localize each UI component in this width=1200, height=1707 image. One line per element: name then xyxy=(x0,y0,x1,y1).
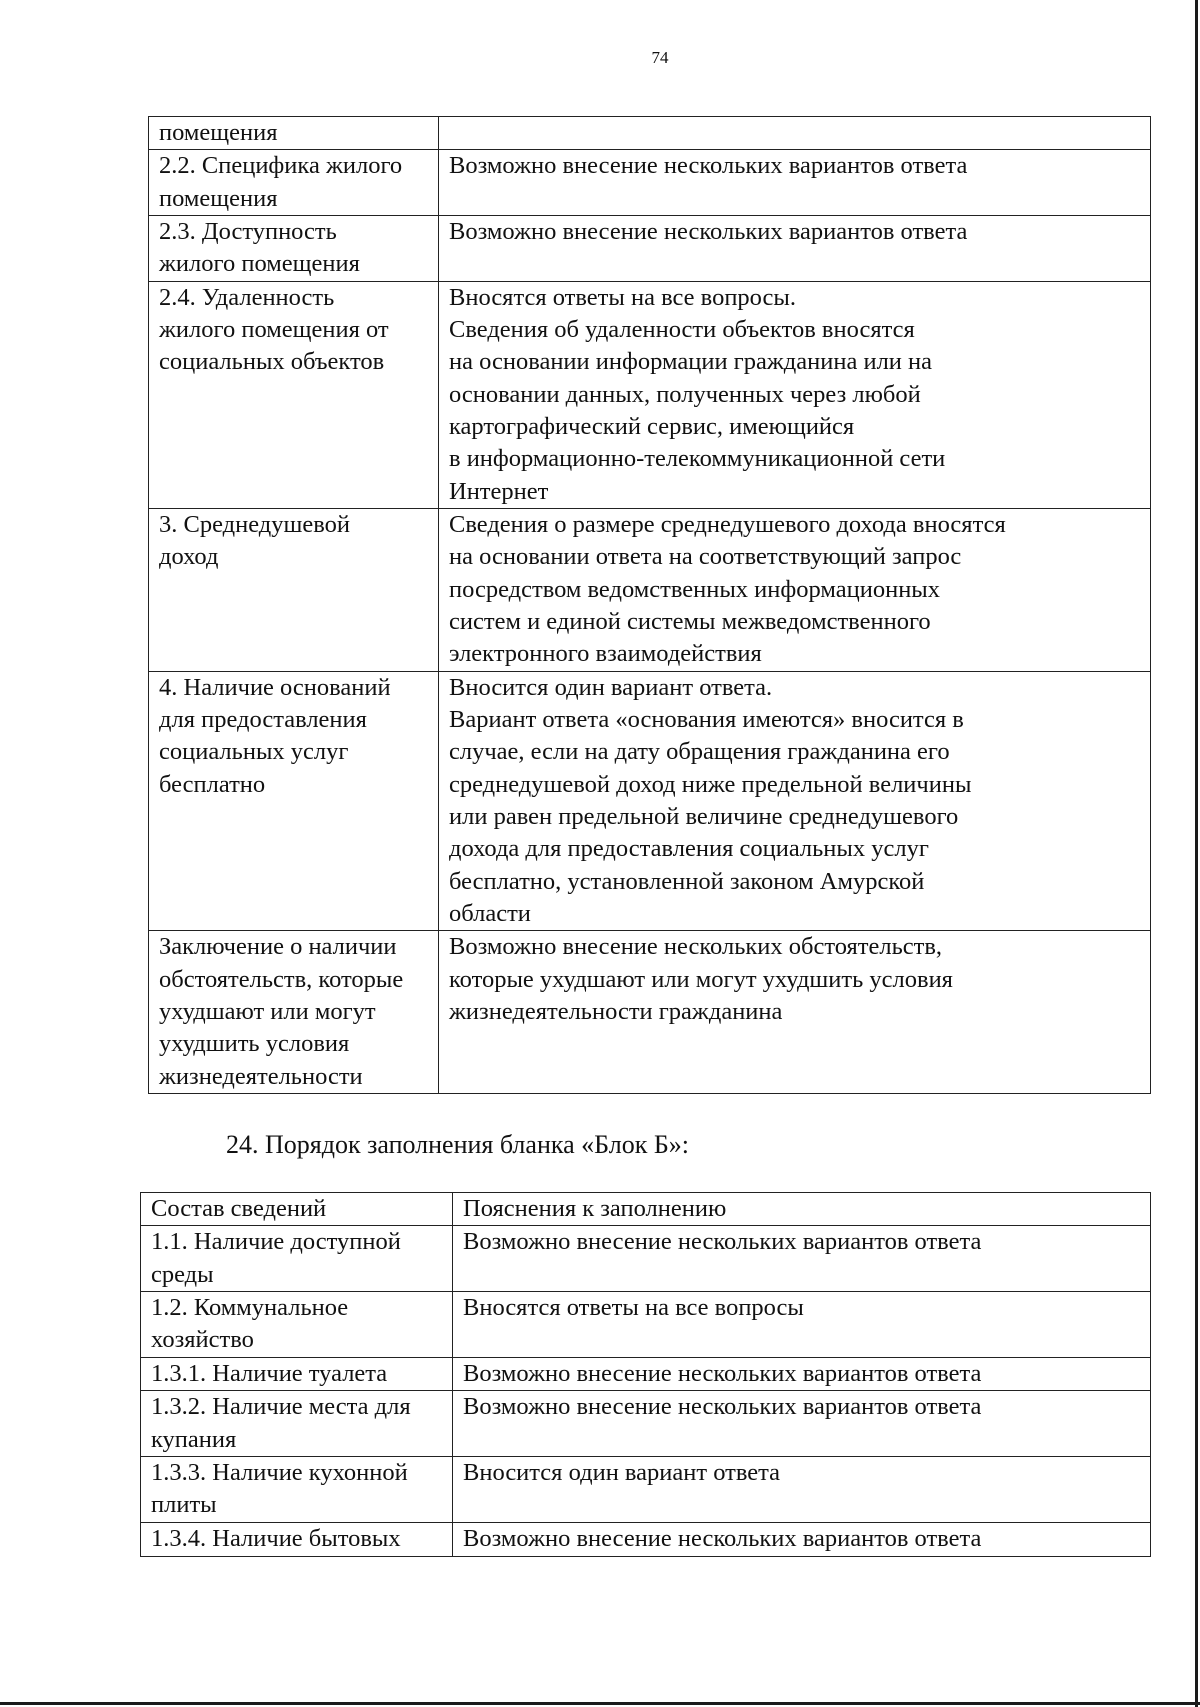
row-label-cell xyxy=(141,1456,453,1522)
table-row xyxy=(149,117,1151,150)
cell-line: для предоставления xyxy=(159,705,367,733)
row-explanation-cell xyxy=(439,150,1151,216)
row-label-cell xyxy=(149,508,439,671)
cell-line: обстоятельств, которые xyxy=(159,965,404,993)
row-label-cell xyxy=(149,215,439,281)
cell-line: Возможно внесение нескольких обстоятельств, xyxy=(449,933,943,961)
cell-line: на основании информации гражданина или на xyxy=(449,348,933,376)
table-header-row xyxy=(141,1193,1151,1226)
row-label-cell xyxy=(141,1522,453,1556)
row-label-cell xyxy=(149,281,439,508)
cell-line: Заключение о наличии xyxy=(159,933,397,961)
cell-line: которые ухудшают или могут ухудшить условия xyxy=(449,965,953,993)
cell-line: Вносятся ответы на все вопросы xyxy=(463,1293,804,1321)
cell-line: жизнедеятельности xyxy=(159,1062,363,1090)
row-explanation-cell xyxy=(453,1357,1151,1390)
table-row xyxy=(141,1357,1151,1390)
cell-line: социальных услуг xyxy=(159,738,349,766)
cell-line: ухудшить условия xyxy=(159,1030,350,1058)
row-explanation-cell xyxy=(453,1456,1151,1522)
cell-line: 4. Наличие оснований xyxy=(159,673,391,701)
table1-body xyxy=(149,117,1151,1094)
cell-line: Возможно внесение нескольких вариантов ответа xyxy=(449,217,968,245)
row-label-cell xyxy=(141,1226,453,1292)
table-row xyxy=(141,1522,1151,1556)
row-label-cell xyxy=(149,671,439,931)
cell-line: Сведения о размере среднедушевого дохода вносятся xyxy=(449,510,1006,538)
cell-line: бесплатно, установленной законом Амурской xyxy=(449,867,925,895)
cell-line: Возможно внесение нескольких вариантов ответа xyxy=(463,1393,982,1421)
cell-line: Вариант ответа «основания имеются» вносится в xyxy=(449,705,964,733)
cell-line: жилого помещения xyxy=(159,250,360,278)
cell-line: 1.3.3. Наличие кухонной xyxy=(151,1458,408,1486)
page-number: 74 xyxy=(651,48,669,67)
table2-body xyxy=(141,1226,1151,1556)
block-b-table xyxy=(140,1192,1151,1557)
row-label-cell xyxy=(141,1357,453,1390)
cell-line: 2.3. Доступность xyxy=(159,217,337,245)
header-explanations: Пояснения к заполнению xyxy=(453,1193,1151,1226)
table-row xyxy=(149,281,1151,508)
cell-line: Возможно внесение нескольких вариантов ответа xyxy=(449,152,968,180)
row-explanation-cell xyxy=(439,215,1151,281)
cell-line: картографический сервис, имеющийся xyxy=(449,412,855,440)
table-row xyxy=(141,1226,1151,1292)
table-row xyxy=(149,508,1151,671)
table-row xyxy=(149,150,1151,216)
cell-line: электронного взаимодействия xyxy=(449,640,762,668)
cell-line: 1.3.4. Наличие бытовых xyxy=(151,1524,401,1552)
row-label-cell xyxy=(149,931,439,1094)
cell-line: 1.2. Коммунальное xyxy=(151,1293,349,1321)
cell-line: 2.4. Удаленность xyxy=(159,283,335,311)
cell-line: 2.2. Специфика жилого xyxy=(159,152,403,180)
cell-line: в информационно-телекоммуникационной сети xyxy=(449,445,946,473)
table-row xyxy=(141,1291,1151,1357)
row-explanation-cell xyxy=(453,1391,1151,1457)
row-explanation-cell xyxy=(439,281,1151,508)
table-row xyxy=(141,1391,1151,1457)
cell-line: помещения xyxy=(159,119,278,146)
cell-line: среды xyxy=(151,1260,214,1288)
cell-line: 3. Среднедушевой xyxy=(159,510,350,538)
procedure-table-continued xyxy=(148,116,1151,1094)
row-explanation-cell xyxy=(453,1291,1151,1357)
cell-line: 1.1. Наличие доступной xyxy=(151,1228,401,1256)
row-explanation-cell xyxy=(439,931,1151,1094)
cell-line: купания xyxy=(151,1425,237,1453)
scan-edge-bottom xyxy=(0,1702,1200,1705)
row-explanation-cell xyxy=(453,1522,1151,1556)
header-composition: Состав сведений xyxy=(141,1193,453,1226)
cell-line: Вносятся ответы на все вопросы. xyxy=(449,283,796,311)
cell-line: доход xyxy=(159,543,219,571)
cell-line: хозяйство xyxy=(151,1326,254,1354)
table-row xyxy=(149,671,1151,931)
row-label-cell xyxy=(149,117,439,150)
row-label-cell xyxy=(141,1291,453,1357)
section-heading: 24. Порядок заполнения бланка «Блок Б»: xyxy=(226,1130,689,1159)
cell-line: посредством ведомственных информационных xyxy=(449,575,941,603)
cell-line: среднедушевой доход ниже предельной величины xyxy=(449,770,972,798)
row-explanation-cell xyxy=(439,117,1151,150)
cell-line: 1.3.1. Наличие туалета xyxy=(151,1359,388,1387)
cell-line: бесплатно xyxy=(159,770,266,798)
cell-line: Вносится один вариант ответа xyxy=(463,1458,781,1486)
cell-line: Вносится один вариант ответа. xyxy=(449,673,773,701)
cell-line: на основании ответа на соответствующий запрос xyxy=(449,543,962,571)
row-explanation-cell xyxy=(439,508,1151,671)
scan-edge-right xyxy=(1195,0,1198,1707)
row-label-cell xyxy=(141,1391,453,1457)
table-row xyxy=(149,215,1151,281)
cell-line: случае, если на дату обращения гражданина его xyxy=(449,738,950,766)
cell-line: плиты xyxy=(151,1491,217,1519)
table-row xyxy=(141,1456,1151,1522)
cell-line: 1.3.2. Наличие места для xyxy=(151,1393,411,1421)
cell-line: основании данных, полученных через любой xyxy=(449,380,921,408)
cell-line: систем и единой системы межведомственного xyxy=(449,607,931,635)
cell-line: Возможно внесение нескольких вариантов ответа xyxy=(463,1524,982,1552)
cell-line: Сведения об удаленности объектов вносятся xyxy=(449,315,915,343)
cell-line: жизнедеятельности гражданина xyxy=(449,997,783,1025)
cell-line: Интернет xyxy=(449,477,549,505)
row-explanation-cell xyxy=(439,671,1151,931)
cell-line: Возможно внесение нескольких вариантов ответа xyxy=(463,1228,982,1256)
cell-line: жилого помещения от xyxy=(159,315,389,343)
cell-line: дохода для предоставления социальных услуг xyxy=(449,835,929,863)
cell-line: или равен предельной величине среднедушевого xyxy=(449,802,959,830)
row-explanation-cell xyxy=(453,1226,1151,1292)
cell-line: ухудшают или могут xyxy=(159,997,376,1025)
cell-line: области xyxy=(449,899,531,927)
row-label-cell xyxy=(149,150,439,216)
table-row xyxy=(149,931,1151,1094)
cell-line: социальных объектов xyxy=(159,348,385,376)
cell-line: Возможно внесение нескольких вариантов ответа xyxy=(463,1359,982,1387)
cell-line: помещения xyxy=(159,184,278,212)
